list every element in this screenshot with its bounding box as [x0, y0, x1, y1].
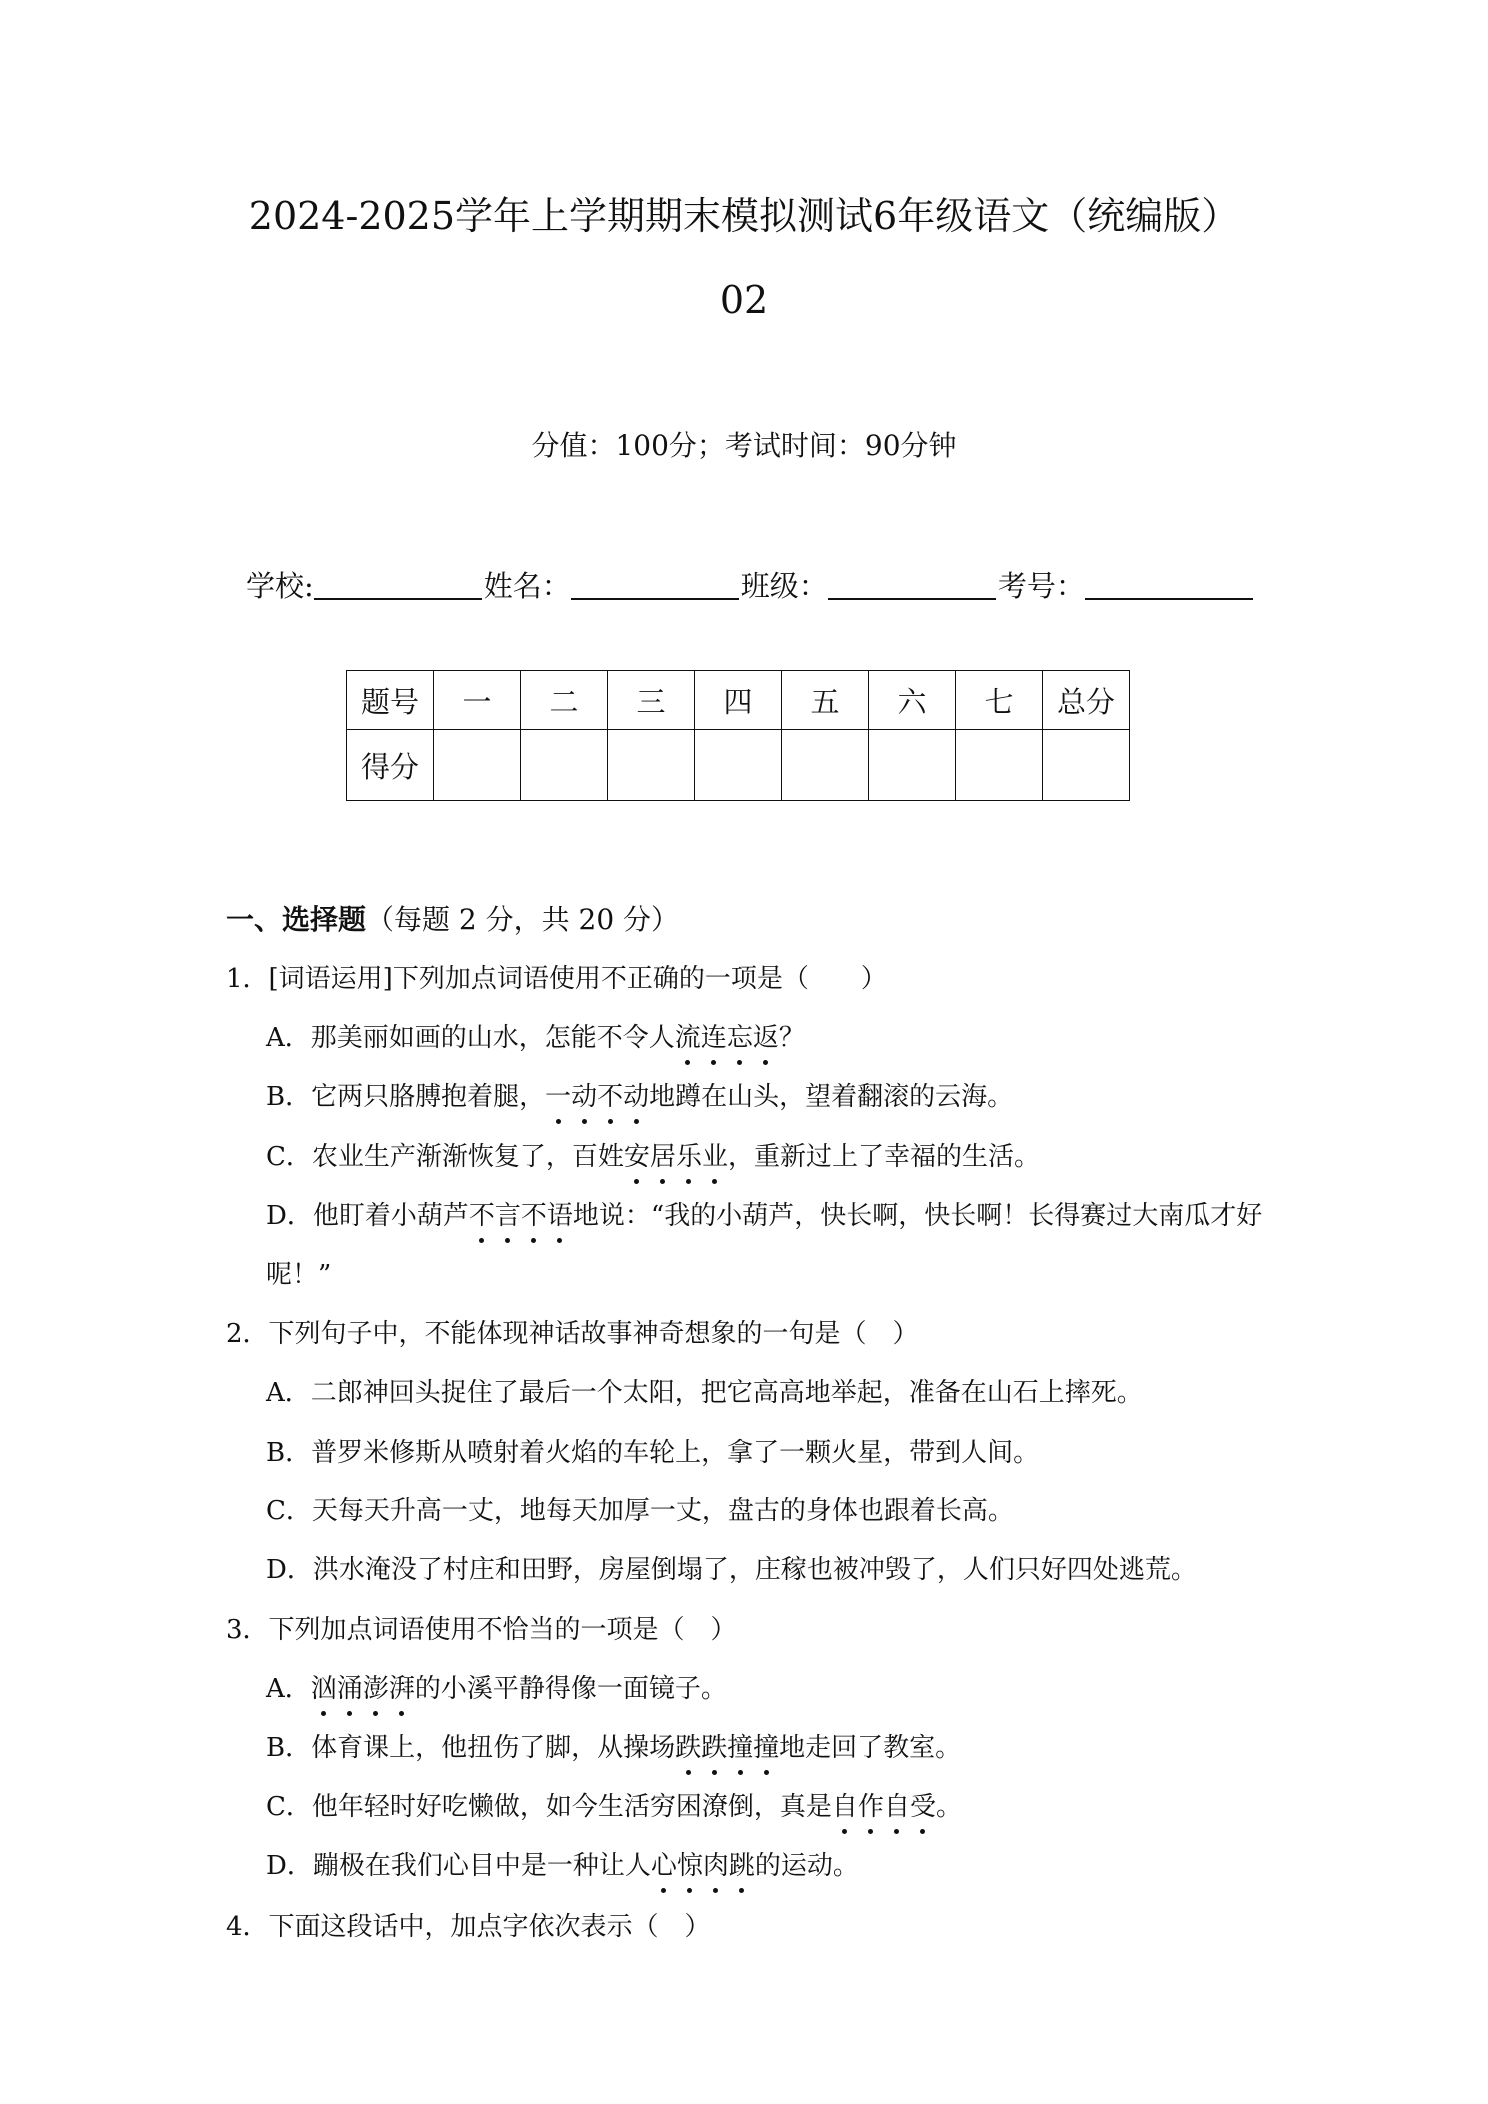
- dotted-char: 言: [494, 1201, 521, 1231]
- score-row-label: 得分: [347, 730, 434, 801]
- school-label: 学校:: [246, 569, 314, 603]
- option-text: A．那美丽如画的山水，怎能不令人: [266, 1023, 675, 1053]
- question-2-option-b: B．普罗米修斯从喷射着火焰的车轮上，拿了一颗火星，带到人间。: [266, 1438, 1040, 1468]
- score-cell[interactable]: [956, 730, 1043, 801]
- dotted-char: 动: [623, 1082, 650, 1112]
- dotted-char: 受: [909, 1792, 936, 1822]
- option-text: C．农业生产渐渐恢复了，百姓: [266, 1142, 624, 1172]
- score-cell[interactable]: [608, 730, 695, 801]
- score-header-cell: 二: [521, 671, 608, 730]
- dotted-char: 自: [831, 1792, 858, 1822]
- score-header-cell: 三: [608, 671, 695, 730]
- score-header-cell: 五: [782, 671, 869, 730]
- dotted-char: 动: [571, 1082, 598, 1112]
- dotted-char: 安: [623, 1142, 650, 1172]
- dotted-char: 语: [546, 1201, 573, 1231]
- dotted-char: 涌: [336, 1674, 363, 1704]
- score-header-cell: 一: [434, 671, 521, 730]
- dotted-char: 业: [701, 1142, 728, 1172]
- score-header-cell: 题号: [347, 671, 434, 730]
- dotted-char: 乐: [675, 1142, 702, 1172]
- section-title: 一、选择题: [226, 903, 367, 936]
- dotted-char: 作: [857, 1792, 884, 1822]
- score-cell[interactable]: [434, 730, 521, 801]
- score-cell[interactable]: [869, 730, 956, 801]
- section-note: （每题 2 分，共 20 分）: [366, 903, 680, 936]
- dotted-char: 澎: [362, 1674, 389, 1704]
- score-header-cell: 四: [695, 671, 782, 730]
- score-cell[interactable]: [782, 730, 869, 801]
- name-blank[interactable]: [571, 568, 739, 600]
- option-text: 地蹲在山头，望着翻滚的云海。: [649, 1082, 1014, 1112]
- dotted-char: 不: [520, 1201, 547, 1231]
- section-heading: [226, 898, 679, 938]
- dotted-char: 跳: [728, 1851, 755, 1881]
- class-label: 班级：: [740, 569, 828, 603]
- option-text: 。: [935, 1792, 962, 1822]
- question-4-stem: 4．下面这段话中，加点字依次表示（ ）: [226, 1912, 711, 1942]
- question-3-option-c: [266, 1786, 962, 1823]
- score-header-cell: 七: [956, 671, 1043, 730]
- option-text: D．蹦极在我们心目中是一种让人: [266, 1851, 651, 1881]
- score-cell[interactable]: [695, 730, 782, 801]
- dotted-char: 汹: [310, 1674, 337, 1704]
- score-table-header: [347, 671, 1130, 730]
- dotted-char: 居: [649, 1142, 676, 1172]
- dotted-char: 撞: [753, 1733, 780, 1763]
- dotted-char: 心: [650, 1851, 677, 1881]
- question-1-option-d-continued: 呢！”: [266, 1260, 332, 1290]
- score-table: [346, 670, 1130, 801]
- question-2-option-d: D．洪水淹没了村庄和田野，房屋倒塌了，庄稼也被冲毁了，人们只好四处逃荒。: [266, 1555, 1197, 1585]
- option-text: B．它两只胳膊抱着腿，: [266, 1082, 546, 1112]
- dotted-char: 肉: [702, 1851, 729, 1881]
- option-text: B．体育课上，他扭伤了脚，从操场: [266, 1733, 676, 1763]
- question-1-stem: 1．[词语运用]下列加点词语使用不正确的一项是（ ）: [226, 964, 887, 994]
- option-text: D．他盯着小葫芦: [266, 1201, 469, 1231]
- dotted-char: 忘: [726, 1023, 753, 1053]
- option-text: ？: [778, 1023, 805, 1053]
- dotted-char: 不: [597, 1082, 624, 1112]
- dotted-char: 返: [752, 1023, 779, 1053]
- option-text: C．他年轻时好吃懒做，如今生活穷困潦倒，真是: [266, 1792, 832, 1822]
- question-1-option-d: [266, 1195, 1262, 1232]
- question-1-option-b: [266, 1076, 1013, 1113]
- dotted-char: 一: [545, 1082, 572, 1112]
- option-text: 地说：“我的小葫芦，快长啊，快长啊！长得赛过大南瓜才好: [572, 1201, 1263, 1231]
- question-2-option-a: A．二郎神回头捉住了最后一个太阳，把它高高地举起，准备在山石上摔死。: [266, 1378, 1143, 1408]
- score-table-row: [347, 730, 1130, 801]
- dotted-char: 湃: [388, 1674, 415, 1704]
- class-blank[interactable]: [828, 568, 996, 600]
- dotted-char: 不: [468, 1201, 495, 1231]
- question-2-stem: 2．下列句子中，不能体现神话故事神奇想象的一句是（ ）: [226, 1319, 919, 1349]
- option-text: A．: [266, 1674, 311, 1704]
- option-text: ，重新过上了幸福的生活。: [727, 1142, 1040, 1172]
- page-title: 2024-2025学年上学期期末模拟测试6年级语文（统编版）: [248, 194, 1240, 238]
- score-header-cell: 六: [869, 671, 956, 730]
- question-3-option-a: [266, 1668, 727, 1705]
- exam-no-blank[interactable]: [1085, 568, 1253, 600]
- dotted-char: 连: [700, 1023, 727, 1053]
- student-info-line: [246, 564, 1255, 605]
- score-header-cell: 总分: [1043, 671, 1130, 730]
- dotted-char: 自: [883, 1792, 910, 1822]
- dotted-char: 惊: [676, 1851, 703, 1881]
- dotted-char: 跌: [701, 1733, 728, 1763]
- score-cell[interactable]: [1043, 730, 1130, 801]
- question-3-option-d: [266, 1845, 859, 1882]
- dotted-char: 流: [674, 1023, 701, 1053]
- exam-meta: 分值：100分；考试时间：90分钟: [531, 429, 957, 462]
- option-text: 地走回了教室。: [779, 1733, 962, 1763]
- dotted-char: 跌: [675, 1733, 702, 1763]
- score-cell[interactable]: [521, 730, 608, 801]
- page-title-line2: 02: [719, 278, 769, 322]
- question-1-option-a: [266, 1017, 805, 1054]
- question-3-option-b: [266, 1727, 961, 1764]
- dotted-char: 撞: [727, 1733, 754, 1763]
- exam-no-label: 考号：: [997, 569, 1085, 603]
- question-1-option-c: [266, 1136, 1040, 1173]
- option-text: 的小溪平静得像一面镜子。: [414, 1674, 727, 1704]
- option-text: 的运动。: [754, 1851, 859, 1881]
- question-2-option-c: C．天每天升高一丈，地每天加厚一丈，盘古的身体也跟着长高。: [266, 1496, 1014, 1526]
- name-label: 姓名：: [483, 569, 571, 603]
- school-blank[interactable]: [314, 568, 482, 600]
- question-3-stem: 3．下列加点词语使用不恰当的一项是（ ）: [226, 1615, 737, 1645]
